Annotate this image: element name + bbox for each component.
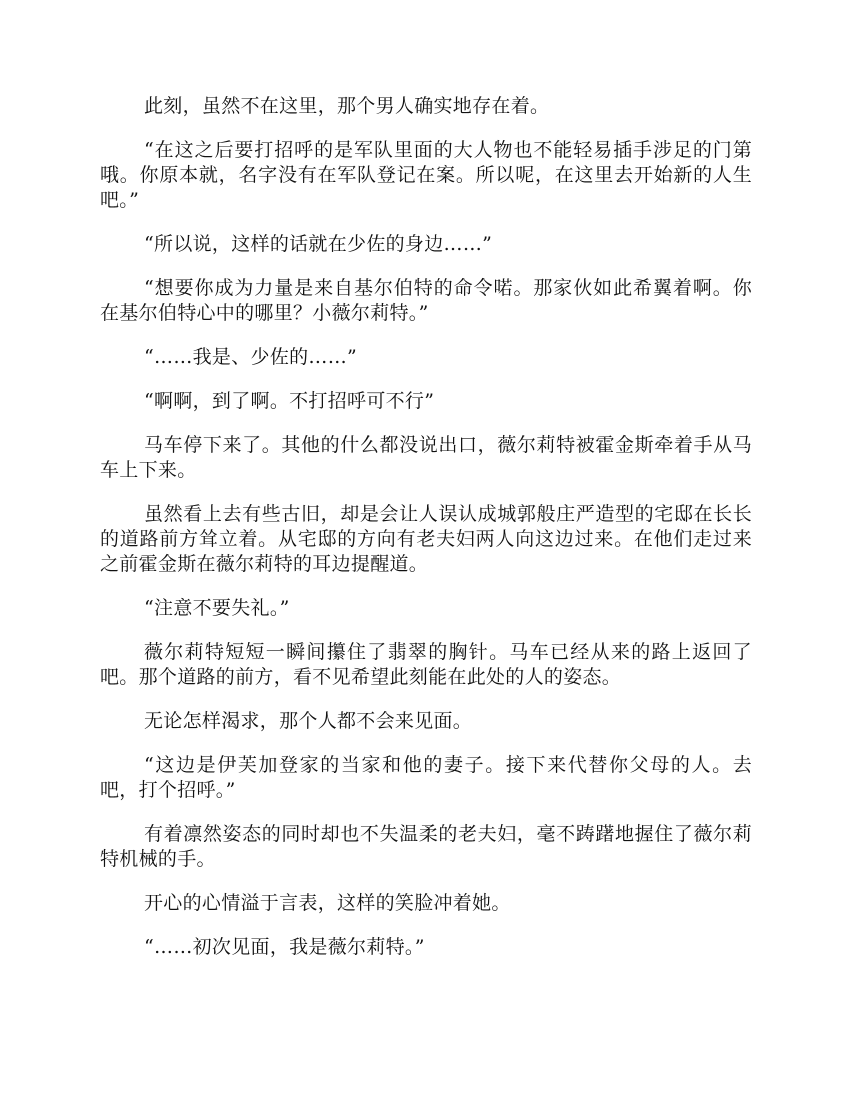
paragraph: “想要你成为力量是来自基尔伯特的命令喏。那家伙如此希翼着啊。你在基尔伯特心中的哪里？小薇尔莉特。” — [100, 277, 752, 324]
paragraph: “在这之后要打招呼的是军队里面的大人物也不能轻易插手涉足的门第哦。你原本就，名字没有在军队登记在案。所以呢，在这里去开始新的人生吧。” — [100, 139, 752, 211]
paragraph: “……我是、少佐的……” — [144, 346, 358, 368]
paragraph: 无论怎样渴求，那个人都不会来见面。 — [144, 710, 473, 732]
document-body — [100, 94, 752, 979]
paragraph: 虽然看上去有些古旧，却是会让人误认成城郭般庄严造型的宅邸在长长的道路前方耸立着。从宅邸的方向有老夫妇两人向这边过来。在他们走过来之前霍金斯在薇尔莉特的耳边提醒道。 — [100, 503, 752, 575]
paragraph: “啊啊，到了啊。不打招呼可不行” — [144, 390, 435, 412]
paragraph: 马车停下来了。其他的什么都没说出口，薇尔莉特被霍金斯牵着手从马车上下来。 — [100, 434, 752, 481]
paragraph: 此刻，虽然不在这里，那个男人确实地存在着。 — [144, 95, 550, 117]
paragraph: “……初次见面，我是薇尔莉特。” — [144, 936, 425, 958]
paragraph: 开心的心情溢于言表，这样的笑脸冲着她。 — [144, 892, 511, 914]
paragraph: 有着凛然姿态的同时却也不失温柔的老夫妇，毫不踌躇地握住了薇尔莉特机械的手。 — [100, 823, 752, 870]
paragraph: “注意不要失礼。” — [144, 597, 290, 619]
paragraph: “所以说，这样的话就在少佐的身边……” — [144, 233, 493, 255]
paragraph: 薇尔莉特短短一瞬间攥住了翡翠的胸针。马车已经从来的路上返回了吧。那个道路的前方，看不见希望此刻能在此处的人的姿态。 — [100, 641, 752, 688]
paragraph: “这边是伊芙加登家的当家和他的妻子。接下来代替你父母的人。去吧，打个招呼。” — [100, 754, 752, 801]
